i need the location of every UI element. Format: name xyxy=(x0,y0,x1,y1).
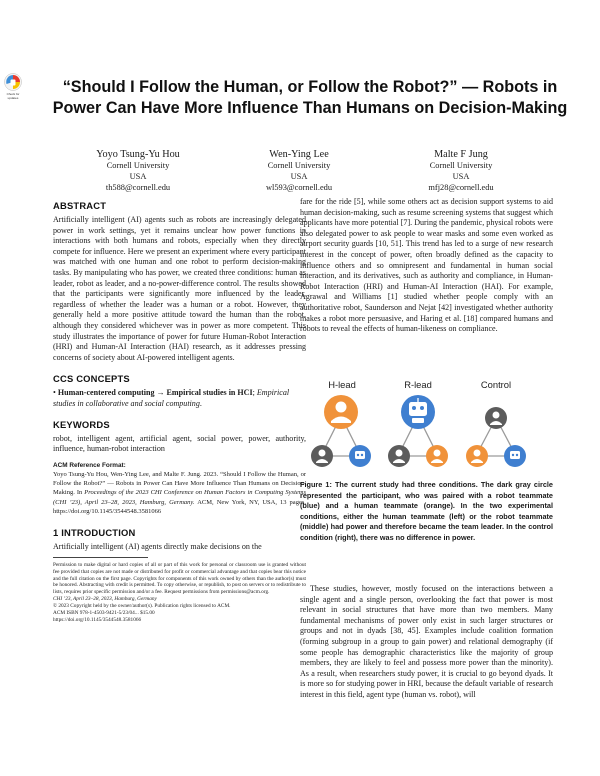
intro-continued-text: fare for the ride [5], while some others act as decision support systems to aid human decision-making, such as resume screening systems that suggest which applicants have more potential [7]. During the pandemic, physical robots were also delegated power to ask people to wear masks and some even worked as airport security guards [10, 51]. This trend has led to a surge of new research interest in the concept of power, often broadly defined as the capacity to influence others and so omnipresent and fundamental in human social interaction, and its derivatives, such as authority and compliance, in Human-Robot Interaction (HRI) and Human-AI Interaction (HAI). For example, Agrawal and Williams [1] studied whether people comply with an authoritative robot, Saunderson and Nejat [42] investigated whether authority makes a robot more persuasive, and Haring et al. [18] compared humans and robots to reveal the effects of human-likeness on compliance. xyxy=(300,197,553,334)
robot-eye xyxy=(512,454,514,456)
r-lead-diagram xyxy=(388,395,448,467)
person-icon xyxy=(396,450,403,457)
badge-label-bottom: updates xyxy=(7,96,19,100)
figure-1 xyxy=(300,376,553,476)
reference-text xyxy=(53,470,306,516)
introduction-heading: 1 INTRODUCTION xyxy=(53,527,136,539)
ccs-separator: ; xyxy=(252,388,255,398)
doi-link[interactable]: https://doi.org/10.1145/3544548.3581066 xyxy=(53,617,142,624)
keywords-text: robot, intelligent agent, artificial agent, social power, power, authority, influence, human-robot interaction xyxy=(53,433,306,454)
keywords-heading: KEYWORDS xyxy=(53,418,110,430)
author-1 xyxy=(53,149,223,193)
robot-eye xyxy=(361,454,363,456)
robot-eye xyxy=(357,454,359,456)
right-column xyxy=(300,197,553,335)
author-affiliation: Cornell University xyxy=(429,161,493,170)
label-control: Control xyxy=(480,379,512,390)
author-affiliation: Cornell University xyxy=(267,161,331,170)
robot-eye xyxy=(420,406,424,410)
check-for-updates-badge[interactable] xyxy=(1,72,25,102)
author-name: Wen-Ying Lee xyxy=(269,149,329,160)
person-icon xyxy=(319,450,326,457)
robot-icon xyxy=(355,451,365,459)
h-lead-diagram xyxy=(311,395,371,467)
ccs-heading: CCS CONCEPTS xyxy=(53,373,130,385)
right-column-lower xyxy=(300,584,553,701)
acm-reference xyxy=(53,461,306,516)
person-icon xyxy=(493,412,500,419)
author-country: USA xyxy=(452,171,470,181)
abstract-heading: ABSTRACT xyxy=(53,200,107,211)
ccs-concepts xyxy=(53,388,306,409)
conference-venue: CHI ’23, April 23–28, 2023, Hamburg, Germany xyxy=(53,596,157,603)
label-h-lead: H-lead xyxy=(328,379,356,390)
control-diagram xyxy=(466,407,526,467)
label-r-lead: R-lead xyxy=(404,379,432,390)
robot-icon xyxy=(510,451,520,459)
ccs-end: . xyxy=(199,398,202,408)
robot-icon xyxy=(409,402,427,416)
author-country: USA xyxy=(129,171,147,181)
bookmark-icon xyxy=(11,80,16,86)
studies-paragraph: These studies, however, mostly focused on the interactions between a single agent and a single person, overlooking the fact that power is most relevant in social structures that have more than two members. Many fundamental mechanisms of power only exist in such larger structures or groups and not in dyads [38, 45]. Examples include coalition formation (forming subgroup in a group to gain power) and relational demography (if some people has demographic characteristics like the majority of group members, they are likely to feel and possess more power than the minority). As a result, when researchers study power, it is crucial to go beyond dyads. It is more so for studying power in HRI, because the default variable of research interest in this field, agent type (human vs. robot), will xyxy=(300,584,553,699)
author-email[interactable]: mfj28@cornell.edu xyxy=(428,182,494,192)
author-email[interactable]: wl593@cornell.edu xyxy=(265,182,333,192)
reference-plain-2: ACM, New York, NY, USA, 13 pages. https://doi.org/10.1145/3544548.3581066 xyxy=(53,498,306,515)
author-3 xyxy=(376,149,546,193)
reference-heading: ACM Reference Format: xyxy=(53,461,126,469)
permission-notice: Permission to make digital or hard copies of all or part of this work for personal or classroom use is granted without fee provided that copies are not made or distributed for profit or commercial advantage and that copies bear this notice and the full citation on the first page. Copyrights for components of this work owned by others than the author(s) must be honored. Abstracting with credit is permitted. To copy otherwise, or republish, to post on servers or to redistribute to lists, requires prior specific permission and/or a fee. Request permissions from permissions@acm.org. xyxy=(53,561,306,596)
reference-plain-1: Yoyo Tsung-Yu Hou, Wen-Ying Lee, and Malte F. Jung. 2023. “Should I Follow the Human, or Follow the Robot?” — Robots in Power Can Have More Influence Than Humans on Decision-Making. In xyxy=(53,470,306,497)
robot-body xyxy=(412,418,424,423)
reference-proceedings: Proceedings of the 2023 CHI Conference on Human Factors in Computing Systems (CHI ’23), April 23–28, 2023, Hamburg, Germany. xyxy=(53,489,307,506)
author-2 xyxy=(214,149,384,193)
author-affiliation: Cornell University xyxy=(106,161,170,170)
footnote-divider xyxy=(53,557,148,558)
ccs-secondary-concept: Empirical studies in collaborative and social computing xyxy=(53,388,290,408)
author-email[interactable]: th588@cornell.edu xyxy=(105,182,171,192)
robot-eye xyxy=(516,454,518,456)
abstract-text: Artificially intelligent (AI) agents such as robots are increasingly delegated power in work settings, yet it remains unclear how power functions in interactions with both humans and robots, especially when they directly compete for influence. Here we present an experiment where every participant was matched with one human and one robot to perform decision-making tasks. By manipulating who has power, we created three conditions: human as leader, robot as leader, and a no-power-difference control. The results showed that the participants were significantly more influenced by the leader, regardless of whether the leader was a human or a robot. However, they generally held a more positive attitude toward the human than the robot, although they considered whichever was in power as more competent. This study illustrates the importance of power for future Human-Robot Interaction (HRI) and Human-AI Interaction (HAI) research, as it addresses pressing concerns of society about AI-powered intelligent agents. xyxy=(53,215,306,362)
ccs-bullet: • xyxy=(53,388,56,398)
author-name: Malte F Jung xyxy=(434,149,488,160)
person-icon xyxy=(434,450,441,457)
ccs-primary-concept: Human-centered computing → Empirical studies in HCI xyxy=(57,388,253,398)
robot-eye xyxy=(412,406,416,410)
person-icon xyxy=(474,450,481,457)
paper-title: “Should I Follow the Human, or Follow the Robot?” — Robots in Power Can Have More Influence Than Humans on Decision-Making xyxy=(52,78,568,117)
introduction-text: Artificially intelligent (AI) agents directly make decisions on the xyxy=(53,542,262,552)
author-name: Yoyo Tsung-Yu Hou xyxy=(96,149,180,160)
isbn: ACM ISBN 978-1-4503-9421-5/23/04... $15.00 xyxy=(53,610,155,617)
badge-label-top: Check for xyxy=(6,92,20,96)
figure-caption: Figure 1: The current study had three conditions. The dark gray circle represented the participant, who was paired with a robot teammate (blue) and a human teammate (orange). In the two experimental conditions, either the human teammate (left) or the robot teammate (middle) had power and therefore became the team leader. In the control condition (right), there was no difference in power. xyxy=(300,480,553,542)
author-country: USA xyxy=(290,171,308,181)
left-column xyxy=(53,200,306,624)
person-icon xyxy=(336,402,347,413)
copyright-notice: © 2023 Copyright held by the owner/author(s). Publication rights licensed to ACM. xyxy=(53,603,231,610)
